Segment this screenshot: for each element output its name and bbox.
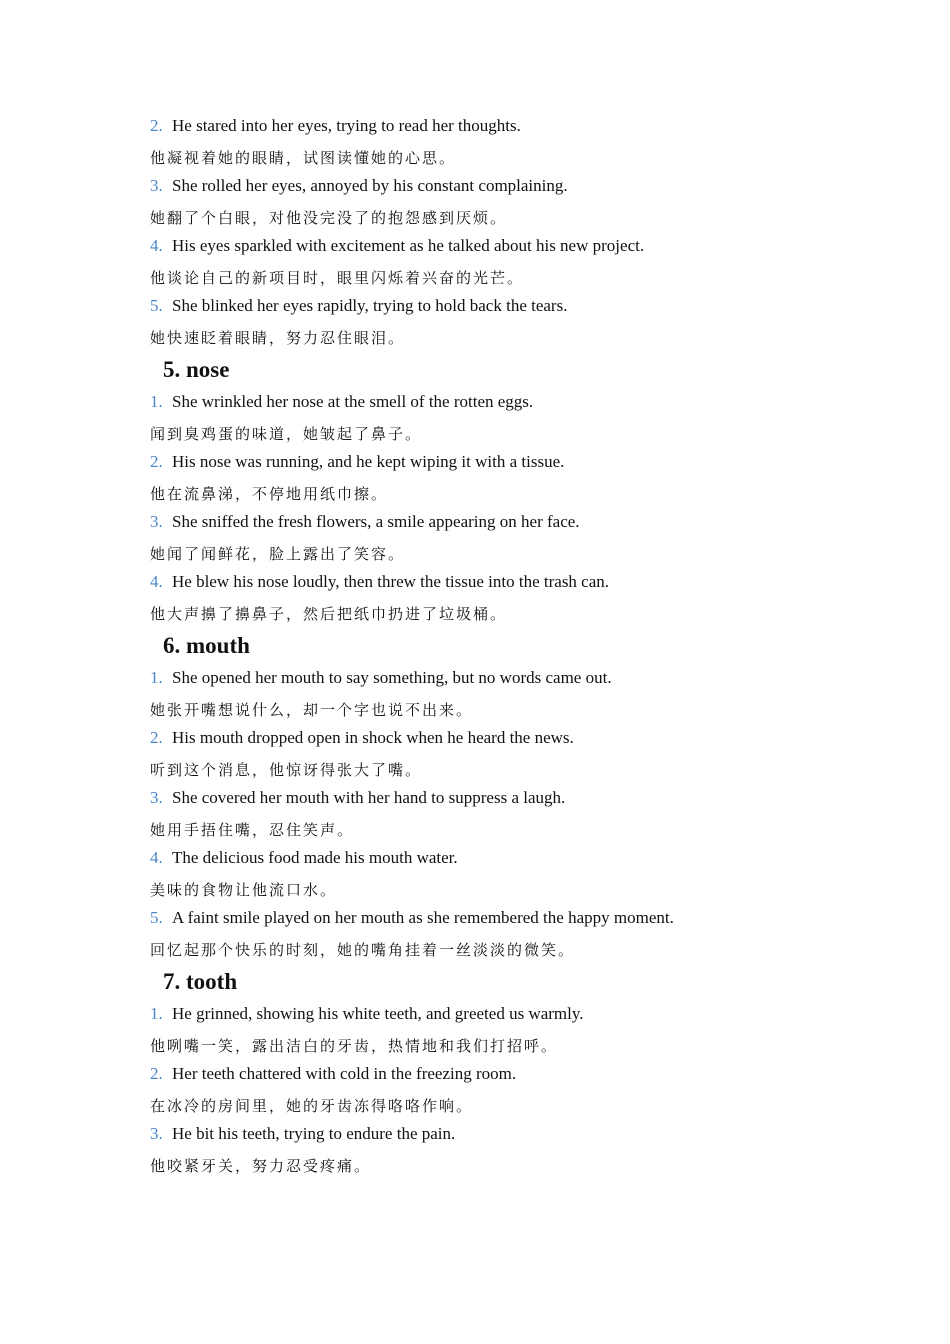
english-text: She blinked her eyes rapidly, trying to hold back the tears. bbox=[172, 296, 568, 315]
example-sentence-en bbox=[150, 569, 770, 599]
english-text: A faint smile played on her mouth as she remembered the happy moment. bbox=[172, 908, 674, 927]
example-translation-zh: 她用手捂住嘴，忍住笑声。 bbox=[150, 821, 355, 839]
example-translation-zh: 他凝视着她的眼睛，试图读懂她的心思。 bbox=[150, 149, 457, 167]
item-number: 5. bbox=[150, 296, 163, 315]
section-eye-continued bbox=[150, 113, 770, 353]
example-sentence-en bbox=[150, 233, 770, 263]
english-text: He stared into her eyes, trying to read her thoughts. bbox=[172, 116, 521, 135]
example-sentence-en bbox=[150, 113, 770, 143]
example-sentence-en bbox=[150, 449, 770, 479]
example-sentence-en bbox=[150, 1061, 770, 1091]
example-sentence-en bbox=[150, 725, 770, 755]
english-text: She sniffed the fresh flowers, a smile appearing on her face. bbox=[172, 512, 580, 531]
item-number: 4. bbox=[150, 848, 163, 867]
item-number: 1. bbox=[150, 1004, 163, 1023]
example-sentence-en bbox=[150, 293, 770, 323]
example-translation-zh: 他在流鼻涕，不停地用纸巾擦。 bbox=[150, 485, 389, 503]
english-text: She opened her mouth to say something, but no words came out. bbox=[172, 668, 612, 687]
item-number: 2. bbox=[150, 1064, 163, 1083]
english-text: She rolled her eyes, annoyed by his constant complaining. bbox=[172, 176, 568, 195]
english-text: She wrinkled her nose at the smell of the rotten eggs. bbox=[172, 392, 534, 411]
example-sentence-en bbox=[150, 845, 770, 875]
example-translation-zh: 她张开嘴想说什么，却一个字也说不出来。 bbox=[150, 701, 474, 719]
document-page bbox=[150, 113, 770, 1181]
section-tooth bbox=[150, 965, 770, 1181]
section-heading: 7. tooth bbox=[163, 969, 238, 994]
item-number: 2. bbox=[150, 452, 163, 471]
example-sentence-en bbox=[150, 1121, 770, 1151]
example-sentence-en bbox=[150, 785, 770, 815]
example-sentence-en bbox=[150, 905, 770, 935]
example-translation-zh: 回忆起那个快乐的时刻，她的嘴角挂着一丝淡淡的微笑。 bbox=[150, 941, 576, 959]
english-text: Her teeth chattered with cold in the freezing room. bbox=[172, 1064, 517, 1083]
item-number: 3. bbox=[150, 512, 163, 531]
item-number: 3. bbox=[150, 176, 163, 195]
example-translation-zh: 闻到臭鸡蛋的味道，她皱起了鼻子。 bbox=[150, 425, 423, 443]
english-text: He grinned, showing his white teeth, and greeted us warmly. bbox=[172, 1004, 584, 1023]
example-translation-zh: 他谈论自己的新项目时，眼里闪烁着兴奋的光芒。 bbox=[150, 269, 525, 287]
english-text: The delicious food made his mouth water. bbox=[172, 848, 458, 867]
item-number: 2. bbox=[150, 728, 163, 747]
example-translation-zh: 美味的食物让他流口水。 bbox=[150, 881, 338, 899]
item-number: 3. bbox=[150, 1124, 163, 1143]
item-number: 1. bbox=[150, 668, 163, 687]
item-number: 2. bbox=[150, 116, 163, 135]
example-translation-zh: 他咬紧牙关，努力忍受疼痛。 bbox=[150, 1157, 372, 1175]
item-number: 3. bbox=[150, 788, 163, 807]
section-nose bbox=[150, 353, 770, 629]
example-translation-zh: 她翻了个白眼，对他没完没了的抱怨感到厌烦。 bbox=[150, 209, 508, 227]
example-sentence-en bbox=[150, 509, 770, 539]
example-translation-zh: 他咧嘴一笑，露出洁白的牙齿，热情地和我们打招呼。 bbox=[150, 1037, 559, 1055]
example-sentence-en bbox=[150, 389, 770, 419]
section-mouth bbox=[150, 629, 770, 965]
item-number: 1. bbox=[150, 392, 163, 411]
example-translation-zh: 在冰冷的房间里，她的牙齿冻得咯咯作响。 bbox=[150, 1097, 474, 1115]
example-translation-zh: 听到这个消息，他惊讶得张大了嘴。 bbox=[150, 761, 423, 779]
english-text: His mouth dropped open in shock when he heard the news. bbox=[172, 728, 574, 747]
item-number: 4. bbox=[150, 572, 163, 591]
example-translation-zh: 他大声擤了擤鼻子，然后把纸巾扔进了垃圾桶。 bbox=[150, 605, 508, 623]
example-sentence-en bbox=[150, 1001, 770, 1031]
section-heading: 6. mouth bbox=[163, 633, 250, 658]
example-translation-zh: 她快速眨着眼睛，努力忍住眼泪。 bbox=[150, 329, 406, 347]
example-sentence-en bbox=[150, 665, 770, 695]
english-text: His nose was running, and he kept wiping it with a tissue. bbox=[172, 452, 565, 471]
example-translation-zh: 她闻了闻鲜花，脸上露出了笑容。 bbox=[150, 545, 406, 563]
section-heading: 5. nose bbox=[163, 357, 230, 382]
english-text: He blew his nose loudly, then threw the tissue into the trash can. bbox=[172, 572, 610, 591]
english-text: She covered her mouth with her hand to suppress a laugh. bbox=[172, 788, 566, 807]
example-sentence-en bbox=[150, 173, 770, 203]
english-text: His eyes sparkled with excitement as he talked about his new project. bbox=[172, 236, 645, 255]
english-text: He bit his teeth, trying to endure the pain. bbox=[172, 1124, 456, 1143]
item-number: 4. bbox=[150, 236, 163, 255]
item-number: 5. bbox=[150, 908, 163, 927]
